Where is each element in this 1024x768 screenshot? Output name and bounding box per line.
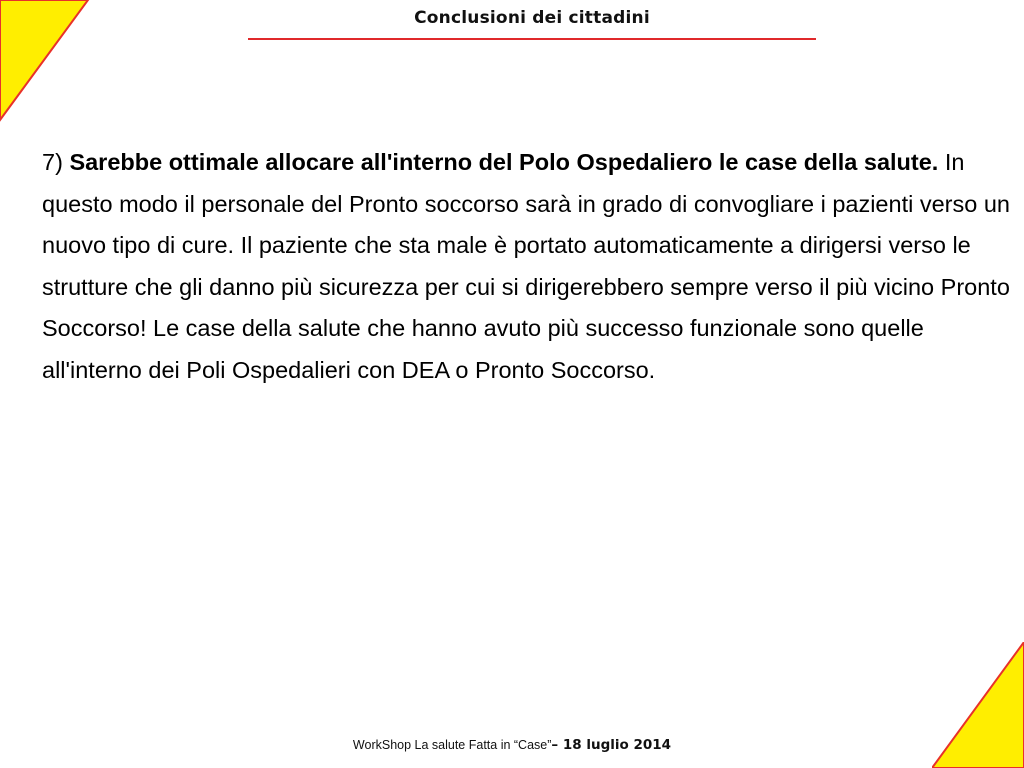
slide-title: Conclusioni dei cittadini xyxy=(414,8,650,28)
title-underline xyxy=(248,38,816,40)
top-left-corner-triangle-icon xyxy=(0,0,92,122)
bold-statement: Sarebbe ottimale allocare all'interno del Polo Ospedaliero le case della salute. xyxy=(69,149,939,175)
footer xyxy=(0,736,1024,754)
body-paragraph xyxy=(42,142,1014,391)
body-explanation: In questo modo il personale del Pronto soccorso sarà in grado di convogliare i pazienti verso un nuovo tipo di cure. Il paziente che sta male è portato automaticamente a dirigersi verso le strutture che gli danno più sicurezza per cui si dirigerebbero sempre verso il più vicino Pronto Soccorso! Le case della salute che hanno avuto più successo funzionale sono quelle all'interno dei Poli Ospedalieri con DEA o Pronto Soccorso. xyxy=(42,149,1010,383)
item-number: 7) xyxy=(42,149,63,175)
footer-date: – 18 luglio 2014 xyxy=(551,737,672,753)
footer-event: WorkShop La salute Fatta in “Case” xyxy=(352,738,552,752)
